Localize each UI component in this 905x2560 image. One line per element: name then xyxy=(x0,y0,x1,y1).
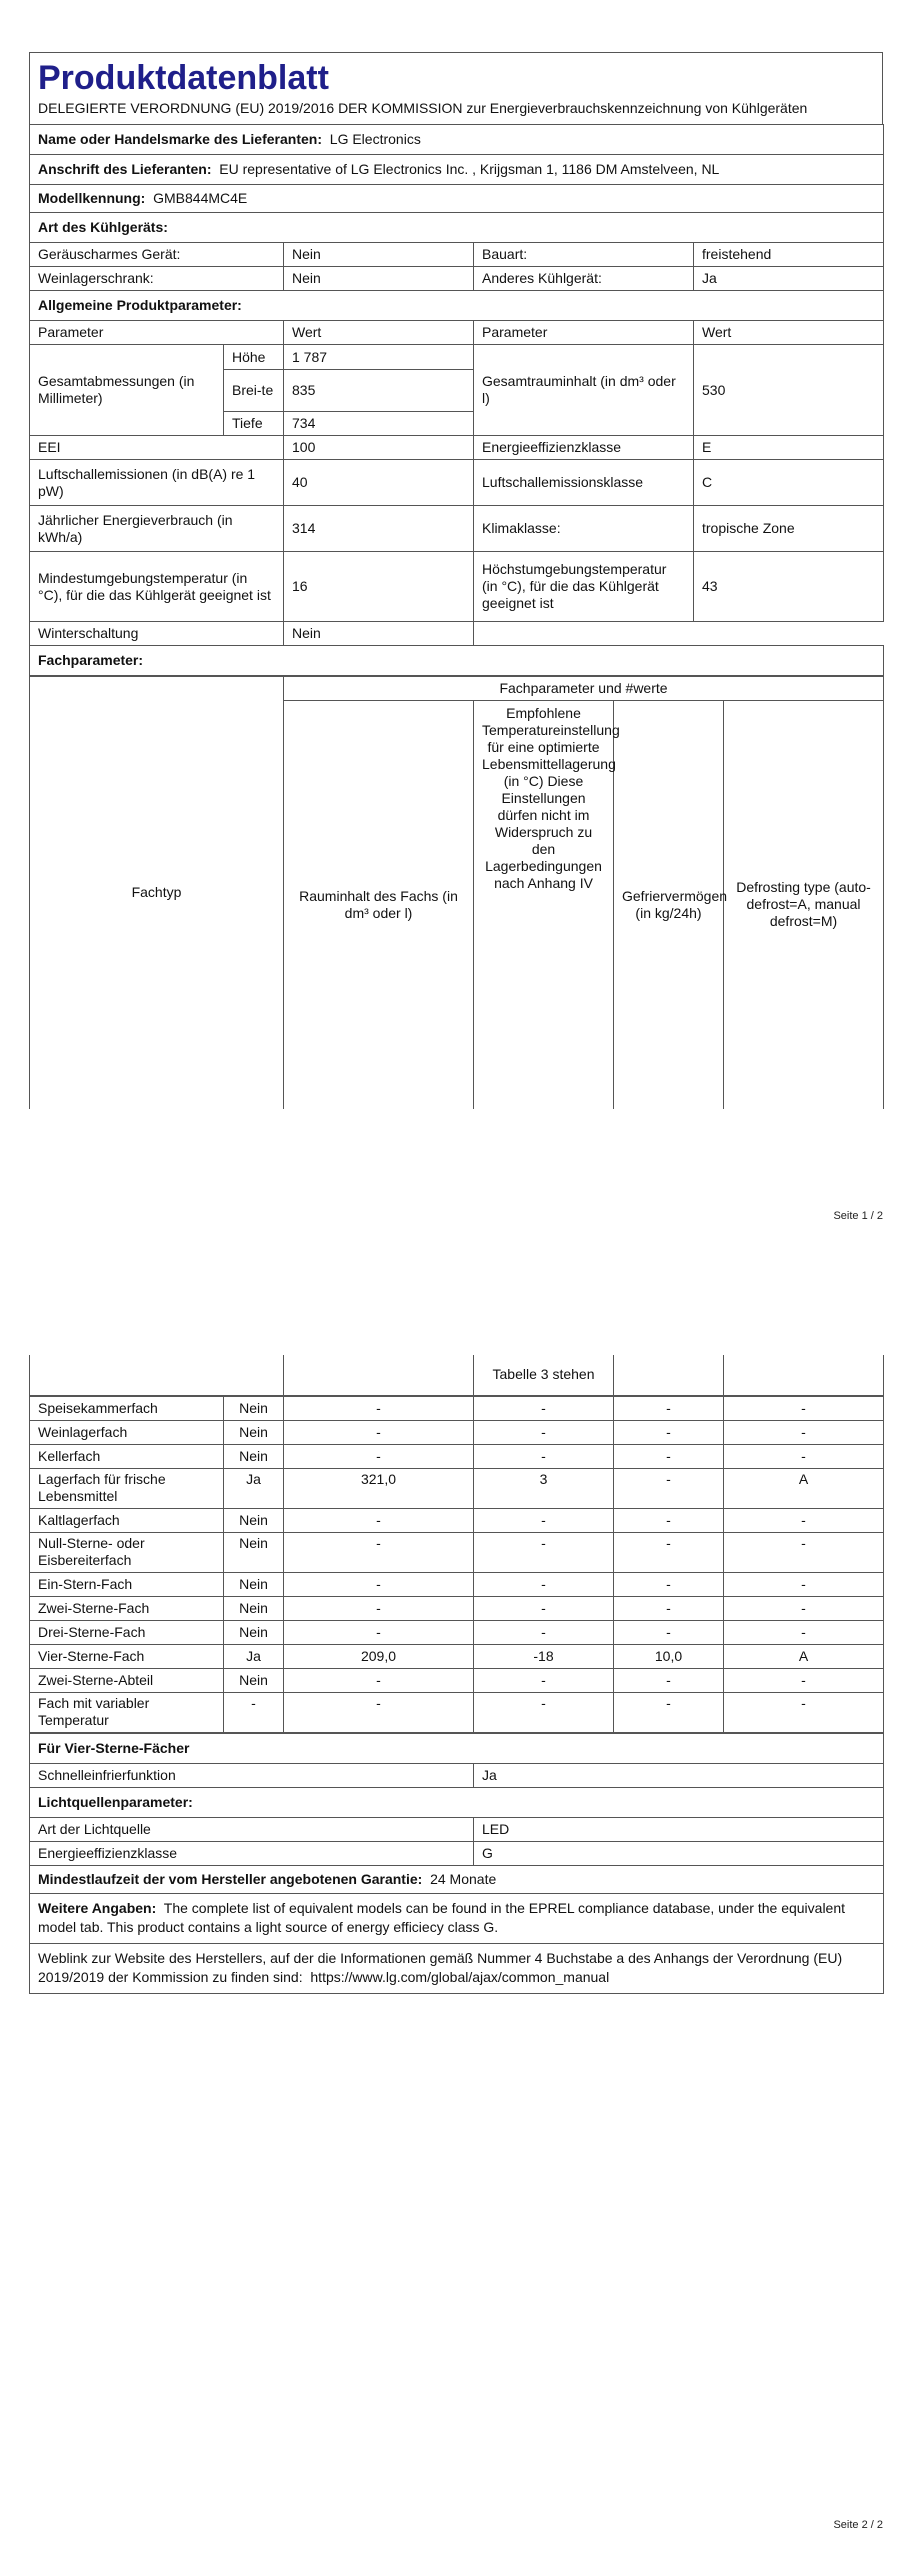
general-row xyxy=(30,460,884,506)
supplier-name: LG Electronics xyxy=(329,131,421,147)
width-value: 835 xyxy=(284,370,474,412)
parameter-label: Höchstumgebungstemperatur (in °C), für die das Kühlgerät geeignet ist xyxy=(474,552,694,622)
freeze-continued xyxy=(614,1355,724,1395)
compartment-row xyxy=(30,1444,884,1468)
light-type-value: LED xyxy=(474,1817,884,1841)
compartment-row xyxy=(30,1596,884,1620)
document-title: Produktdatenblatt xyxy=(38,59,329,97)
compartment-present: Nein xyxy=(224,1532,284,1572)
volume-header: Rauminhalt des Fachs (in dm³ oder l) xyxy=(284,701,474,1109)
general-row xyxy=(30,552,884,622)
further-info-row xyxy=(30,1893,884,1943)
parameter-value: E xyxy=(694,436,884,460)
parameter-value: 43 xyxy=(694,552,884,622)
fach-section-header: Fachparameter: xyxy=(30,646,884,676)
compartment-row xyxy=(30,1692,884,1732)
compartment-present: Nein xyxy=(224,1420,284,1444)
type-row xyxy=(30,243,884,267)
type-value: Nein xyxy=(284,243,474,267)
compartment-volume: - xyxy=(284,1620,474,1644)
total-volume-label: Gesamtrauminhalt (in dm³ oder l) xyxy=(474,345,694,436)
compartment-temperature: - xyxy=(474,1396,614,1420)
compartment-freeze-capacity: - xyxy=(614,1620,724,1644)
type-section-header: Art des Kühlgeräts: xyxy=(30,213,884,243)
general-row xyxy=(30,436,884,460)
compartment-name: Lagerfach für frische Lebensmittel xyxy=(30,1468,224,1508)
defrost-header: Defrosting type (auto-defrost=A, manual defrost=M) xyxy=(724,701,884,1109)
weblink-text: Weblink zur Website des Herstellers, auf der die Informationen gemäß Nummer 4 Buchstabe a des Anhangs der Verordnung (EU) 2019/2019 der Kommission zu finden sind: xyxy=(38,1950,843,1985)
model-id: GMB844MC4E xyxy=(153,190,248,206)
type-label: Bauart: xyxy=(474,243,694,267)
compartment-name: Weinlagerfach xyxy=(30,1420,224,1444)
compartment-name: Fach mit variabler Temperatur xyxy=(30,1692,224,1732)
compartment-volume: - xyxy=(284,1396,474,1420)
compartment-row xyxy=(30,1420,884,1444)
volume-continued xyxy=(284,1355,474,1395)
compartment-present: Nein xyxy=(224,1620,284,1644)
light-type-label: Art der Lichtquelle xyxy=(30,1817,474,1841)
warranty-label: Mindestlaufzeit der vom Hersteller angebotenen Garantie: xyxy=(38,1870,423,1887)
compartment-row xyxy=(30,1396,884,1420)
total-volume-value: 530 xyxy=(694,345,884,436)
weblink-row xyxy=(30,1943,884,1993)
compartment-name: Ein-Stern-Fach xyxy=(30,1572,224,1596)
compartment-temperature: - xyxy=(474,1596,614,1620)
compartment-temperature: - xyxy=(474,1620,614,1644)
light-class-value: G xyxy=(474,1841,884,1865)
compartment-volume: - xyxy=(284,1596,474,1620)
defrost-continued xyxy=(724,1355,884,1395)
compartment-temperature: - xyxy=(474,1532,614,1572)
warranty-row xyxy=(30,1865,884,1893)
page-number-1: Seite 1 / 2 xyxy=(833,1210,883,1222)
compartment-freeze-capacity: - xyxy=(614,1444,724,1468)
page-1 xyxy=(29,52,883,1109)
column-header: Parameter xyxy=(474,321,694,345)
compartment-present: Nein xyxy=(224,1572,284,1596)
compartment-volume: 209,0 xyxy=(284,1644,474,1668)
compartment-freeze-capacity: 10,0 xyxy=(614,1644,724,1668)
compartment-present: Nein xyxy=(224,1508,284,1532)
parameter-label: Luftschallemissionen (in dB(A) re 1 pW) xyxy=(30,460,284,506)
four-star-header: Für Vier-Sterne-Fächer xyxy=(30,1733,884,1763)
compartment-defrost-type: A xyxy=(724,1468,884,1508)
compartment-volume: - xyxy=(284,1420,474,1444)
compartment-volume: - xyxy=(284,1572,474,1596)
page-2 xyxy=(29,1355,883,1994)
compartment-name: Kaltlagerfach xyxy=(30,1508,224,1532)
column-header: Wert xyxy=(694,321,884,345)
compartment-freeze-capacity: - xyxy=(614,1396,724,1420)
regulation-intro: DELEGIERTE VERORDNUNG (EU) 2019/2016 DER KOMMISSION zur Energieverbrauchskennzeichnung von Kühlgeräten xyxy=(38,100,808,116)
empty-cell xyxy=(474,622,884,646)
parameter-value: tropische Zone xyxy=(694,506,884,552)
further-info-label: Weitere Angaben: xyxy=(38,1900,157,1916)
fachtyp-continued xyxy=(30,1355,284,1395)
compartment-defrost-type: - xyxy=(724,1396,884,1420)
general-section-header: Allgemeine Produktparameter: xyxy=(30,291,884,321)
compartment-volume: - xyxy=(284,1668,474,1692)
compartment-row xyxy=(30,1468,884,1508)
compartment-volume: - xyxy=(284,1444,474,1468)
compartment-present: Nein xyxy=(224,1444,284,1468)
quick-freeze-label: Schnelleinfrierfunktion xyxy=(30,1763,474,1787)
compartment-present: - xyxy=(224,1692,284,1732)
supplier-address-row xyxy=(30,155,884,185)
compartment-present: Ja xyxy=(224,1644,284,1668)
compartment-volume: 321,0 xyxy=(284,1468,474,1508)
fachtyp-header: Fachtyp xyxy=(30,677,284,1109)
compartment-name: Speisekammerfach xyxy=(30,1396,224,1420)
compartment-freeze-capacity: - xyxy=(614,1692,724,1732)
compartment-temperature: - xyxy=(474,1420,614,1444)
parameter-label: Mindestumgebungstemperatur (in °C), für die das Kühlgerät geeignet ist xyxy=(30,552,284,622)
compartment-volume: - xyxy=(284,1532,474,1572)
compartment-defrost-type: - xyxy=(724,1572,884,1596)
type-label: Weinlagerschrank: xyxy=(30,267,284,291)
warranty-value: 24 Monate xyxy=(430,1870,497,1887)
parameter-value: 100 xyxy=(284,436,474,460)
compartment-row xyxy=(30,1644,884,1668)
winter-label: Winterschaltung xyxy=(30,622,284,646)
compartment-defrost-type: - xyxy=(724,1620,884,1644)
compartment-temperature: - xyxy=(474,1444,614,1468)
compartment-defrost-type: - xyxy=(724,1508,884,1532)
light-section-header: Lichtquellenparameter: xyxy=(30,1787,884,1817)
compartment-freeze-capacity: - xyxy=(614,1596,724,1620)
compartment-present: Nein xyxy=(224,1396,284,1420)
dimensions-label: Gesamtabmessungen (in Millimeter) xyxy=(30,345,224,436)
compartment-defrost-type: A xyxy=(724,1644,884,1668)
compartment-temperature: -18 xyxy=(474,1644,614,1668)
model-row xyxy=(30,185,884,213)
compartment-defrost-type: - xyxy=(724,1420,884,1444)
height-value: 1 787 xyxy=(284,345,474,370)
column-header: Parameter xyxy=(30,321,284,345)
quick-freeze-value: Ja xyxy=(474,1763,884,1787)
compartment-freeze-capacity: - xyxy=(614,1420,724,1444)
compartment-defrost-type: - xyxy=(724,1532,884,1572)
compartment-present: Ja xyxy=(224,1468,284,1508)
width-label: Brei-te xyxy=(224,370,284,412)
compartment-name: Zwei-Sterne-Fach xyxy=(30,1596,224,1620)
compartment-freeze-capacity: - xyxy=(614,1532,724,1572)
compartment-row xyxy=(30,1508,884,1532)
column-header: Wert xyxy=(284,321,474,345)
parameter-label: EEI xyxy=(30,436,284,460)
compartment-name: Zwei-Sterne-Abteil xyxy=(30,1668,224,1692)
compartment-name: Vier-Sterne-Fach xyxy=(30,1644,224,1668)
parameter-value: C xyxy=(694,460,884,506)
compartment-defrost-type: - xyxy=(724,1444,884,1468)
parameter-label: Jährlicher Energieverbrauch (in kWh/a) xyxy=(30,506,284,552)
freeze-capacity-header: Gefriervermögen (in kg/24h) xyxy=(614,701,724,1109)
compartment-freeze-capacity: - xyxy=(614,1508,724,1532)
compartment-freeze-capacity: - xyxy=(614,1468,724,1508)
supplier-address-label: Anschrift des Lieferanten: xyxy=(38,161,212,177)
supplier-name-row xyxy=(30,125,884,155)
supplier-name-label: Name oder Handelsmarke des Lieferanten: xyxy=(38,131,322,147)
light-class-label: Energieeffizienzklasse xyxy=(30,1841,474,1865)
parameter-label: Energieeffizienzklasse xyxy=(474,436,694,460)
type-value: Ja xyxy=(694,267,884,291)
compartment-present: Nein xyxy=(224,1596,284,1620)
temperature-header-continued: Tabelle 3 stehen xyxy=(474,1355,614,1395)
model-label: Modellkennung: xyxy=(38,190,146,206)
height-label: Höhe xyxy=(224,345,284,370)
type-label: Geräuscharmes Gerät: xyxy=(30,243,284,267)
compartment-temperature: - xyxy=(474,1508,614,1532)
compartment-defrost-type: - xyxy=(724,1692,884,1732)
type-value: Nein xyxy=(284,267,474,291)
compartment-defrost-type: - xyxy=(724,1668,884,1692)
compartment-row xyxy=(30,1532,884,1572)
type-label: Anderes Kühlgerät: xyxy=(474,267,694,291)
compartment-temperature: - xyxy=(474,1692,614,1732)
compartment-volume: - xyxy=(284,1692,474,1732)
supplier-address: EU representative of LG Electronics Inc. , Krijgsman 1, 1186 DM Amstelveen, NL xyxy=(219,161,720,177)
compartment-present: Nein xyxy=(224,1668,284,1692)
compartment-defrost-type: - xyxy=(724,1596,884,1620)
parameter-label: Luftschallemissionsklasse xyxy=(474,460,694,506)
parameter-value: 40 xyxy=(284,460,474,506)
weblink-url[interactable]: https://www.lg.com/global/ajax/common_manual xyxy=(310,1969,610,1985)
page-number-2: Seite 2 / 2 xyxy=(833,2519,883,2531)
compartment-freeze-capacity: - xyxy=(614,1668,724,1692)
compartment-freeze-capacity: - xyxy=(614,1572,724,1596)
parameter-label: Klimaklasse: xyxy=(474,506,694,552)
compartment-name: Null-Sterne- oder Eisbereiterfach xyxy=(30,1532,224,1572)
compartment-volume: - xyxy=(284,1508,474,1532)
depth-value: 734 xyxy=(284,412,474,436)
compartment-temperature: - xyxy=(474,1572,614,1596)
type-value: freistehend xyxy=(694,243,884,267)
compartment-temperature: - xyxy=(474,1668,614,1692)
compartment-name: Kellerfach xyxy=(30,1444,224,1468)
depth-label: Tiefe xyxy=(224,412,284,436)
compartment-name: Drei-Sterne-Fach xyxy=(30,1620,224,1644)
compartment-row xyxy=(30,1572,884,1596)
type-row xyxy=(30,267,884,291)
further-info-text: The complete list of equivalent models can be found in the EPREL compliance database, under the equivalent model tab. This product contains a light source of energy efficiecy class G. xyxy=(38,1900,846,1935)
compartment-row xyxy=(30,1620,884,1644)
fach-group-header: Fachparameter und #werte xyxy=(284,677,884,701)
parameter-value: 16 xyxy=(284,552,474,622)
compartment-row xyxy=(30,1668,884,1692)
parameter-value: 314 xyxy=(284,506,474,552)
temperature-header: Empfohlene Temperatureinstellung für eine optimierte Lebensmittellagerung (in °C) Diese Einstellungen dürfen nicht im Widerspruch zu den Lagerbedingungen nach Anhang IV xyxy=(474,701,614,1109)
general-column-headers xyxy=(30,321,884,345)
winter-value: Nein xyxy=(284,622,474,646)
compartment-temperature: 3 xyxy=(474,1468,614,1508)
general-row xyxy=(30,506,884,552)
